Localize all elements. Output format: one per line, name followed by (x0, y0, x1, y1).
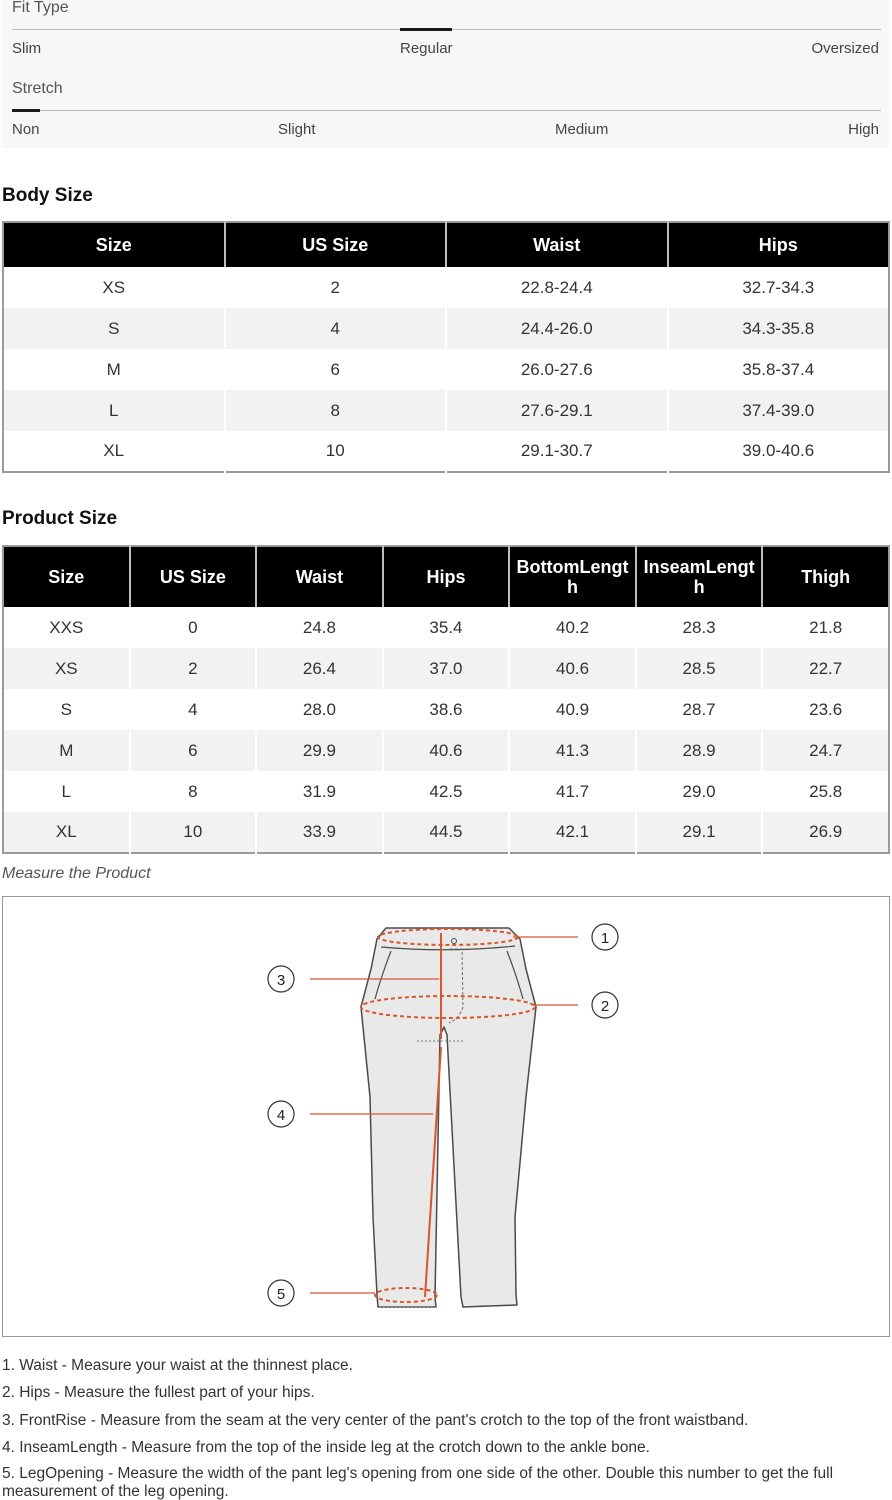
measurement-diagram (2, 896, 890, 1337)
table-row (3, 267, 889, 308)
table-cell: 40.9 (509, 689, 636, 730)
table-cell: 8 (225, 390, 447, 431)
table-cell: XS (102, 277, 126, 297)
product-size-header-size: Size (3, 546, 130, 607)
body-size-title: Body Size (2, 185, 93, 206)
product-size-header-hips: Hips (383, 546, 510, 607)
table-cell: 24.7 (762, 730, 889, 771)
fit-type-label-slim: Slim (12, 40, 42, 57)
fit-type-label-oversized: Oversized (811, 40, 879, 57)
table-cell: 41.7 (509, 771, 636, 812)
callout-2-number: 2 (600, 998, 610, 1015)
table-row (3, 431, 889, 472)
callout-4 (268, 1101, 294, 1127)
table-cell: 24.4-26.0 (446, 308, 668, 349)
table-cell: 39.0-40.6 (668, 431, 890, 472)
table-cell: 27.6-29.1 (446, 390, 668, 431)
table-cell: 38.6 (383, 689, 510, 730)
table-cell: 28.5 (636, 648, 763, 689)
table-cell: 32.7-34.3 (668, 267, 890, 308)
product-size-header-us-size: US Size (130, 546, 257, 607)
table-cell: 6 (225, 349, 447, 390)
table-cell: S (60, 699, 72, 719)
body-size-header-row (3, 222, 889, 267)
stretch-title: Stretch (12, 80, 63, 97)
table-cell: S (3, 308, 225, 349)
body-size-header-size: Size (3, 222, 225, 267)
body-size-header-waist: Waist (446, 222, 668, 267)
callout-3 (268, 966, 294, 992)
table-row (3, 812, 889, 853)
table-cell: XL (103, 441, 125, 460)
table-cell: 29.9 (256, 730, 383, 771)
table-cell: 42.5 (383, 771, 510, 812)
table-cell: 33.9 (256, 812, 383, 853)
callout-4-number: 4 (276, 1107, 286, 1124)
callout-5-number: 5 (276, 1286, 286, 1303)
note-inseam-length: 4. InseamLength - Measure from the top of the inside leg at the crotch down to the ankle bone. (2, 1438, 650, 1456)
stretch-scale-line (12, 110, 881, 111)
table-cell: 44.5 (383, 812, 510, 853)
stretch-label-slight: Slight (278, 121, 316, 138)
table-cell: 10 (130, 812, 257, 853)
table-cell: 28.0 (256, 689, 383, 730)
fit-type-label-regular: Regular (400, 40, 453, 57)
table-cell: 26.9 (762, 812, 889, 853)
table-cell: 0 (130, 607, 257, 648)
table-cell: 24.8 (256, 607, 383, 648)
table-cell: 35.4 (383, 607, 510, 648)
table-row (3, 349, 889, 390)
table-row (3, 689, 889, 730)
table-cell: 29.0 (636, 771, 763, 812)
table-cell: 21.8 (762, 607, 889, 648)
table-cell: 28.3 (636, 607, 763, 648)
note-leg-opening: 5. LegOpening - Measure the width of the pant leg's opening from one side of the other. Double this number to get the full measurement of the leg opening. (2, 1465, 834, 1500)
table-row (3, 607, 889, 648)
table-cell: 22.8-24.4 (446, 267, 668, 308)
note-hips: 2. Hips - Measure the fullest part of your hips. (2, 1384, 315, 1402)
table-cell: M (3, 730, 130, 771)
callout-1-number: 1 (600, 930, 610, 947)
table-cell: 26.4 (256, 648, 383, 689)
table-cell: 29.1 (636, 812, 763, 853)
stretch-label-non: Non (12, 121, 40, 138)
table-cell: 40.2 (509, 607, 636, 648)
fit-type-selected-marker (400, 28, 452, 31)
table-row (3, 730, 889, 771)
callout-2 (592, 992, 618, 1018)
table-cell: 40.6 (383, 730, 510, 771)
table-cell: 42.1 (509, 812, 636, 853)
pants-outline (361, 928, 536, 1307)
table-cell: 29.1-30.7 (446, 431, 668, 472)
body-size-table (2, 221, 890, 473)
measurement-notes (2, 1352, 882, 1500)
table-cell: 40.6 (509, 648, 636, 689)
product-size-header-inseam-length: InseamLength (636, 546, 763, 607)
table-cell: XL (3, 812, 130, 853)
stretch-selected-marker (12, 109, 40, 112)
note-waist: 1. Waist - Measure your waist at the thinnest place. (2, 1357, 353, 1374)
product-size-header-thigh: Thigh (762, 546, 889, 607)
table-cell: 10 (225, 431, 447, 472)
table-cell: L (61, 781, 72, 801)
table-cell: 25.8 (762, 771, 889, 812)
product-size-title: Product Size (2, 508, 118, 529)
table-cell: 4 (225, 308, 447, 349)
callout-1 (592, 924, 618, 950)
table-cell: 31.9 (256, 771, 383, 812)
product-size-header-waist: Waist (256, 546, 383, 607)
stretch-label-high: High (848, 121, 879, 138)
table-cell: 35.8-37.4 (668, 349, 890, 390)
table-row (3, 648, 889, 689)
table-row (3, 390, 889, 431)
body-size-header-us-size: US Size (225, 222, 447, 267)
table-cell: 37.4-39.0 (668, 390, 890, 431)
table-cell: 41.3 (509, 730, 636, 771)
body-size-header-hips: Hips (668, 222, 890, 267)
table-cell: 2 (225, 267, 447, 308)
table-row (3, 771, 889, 812)
stretch-label-medium: Medium (555, 121, 609, 138)
table-cell: 26.0-27.6 (446, 349, 668, 390)
table-cell: 23.6 (762, 689, 889, 730)
table-row (3, 308, 889, 349)
table-cell: 4 (130, 689, 257, 730)
table-cell: L (3, 390, 225, 431)
table-cell: 22.7 (762, 648, 889, 689)
table-cell: 28.9 (636, 730, 763, 771)
pants-diagram-svg (3, 897, 889, 1336)
table-cell: 2 (130, 648, 257, 689)
note-front-rise: 3. FrontRise - Measure from the seam at the very center of the pant's crotch to the top of the front waistband. (2, 1411, 749, 1429)
product-size-header-row (3, 546, 889, 607)
table-cell: 28.7 (636, 689, 763, 730)
measure-caption: Measure the Product (2, 865, 151, 882)
table-cell: 8 (130, 771, 257, 812)
table-cell: XXS (49, 617, 84, 637)
product-size-header-bottom-length: BottomLength (509, 546, 636, 607)
table-cell: M (106, 359, 121, 379)
table-cell: XS (3, 648, 130, 689)
table-cell: 6 (130, 730, 257, 771)
table-cell: 37.0 (383, 648, 510, 689)
fit-panel (2, 0, 889, 148)
fit-type-title: Fit Type (12, 0, 69, 16)
table-cell: 34.3-35.8 (668, 308, 890, 349)
product-size-table (2, 545, 890, 854)
callout-5 (268, 1280, 294, 1306)
callout-3-number: 3 (276, 972, 286, 989)
